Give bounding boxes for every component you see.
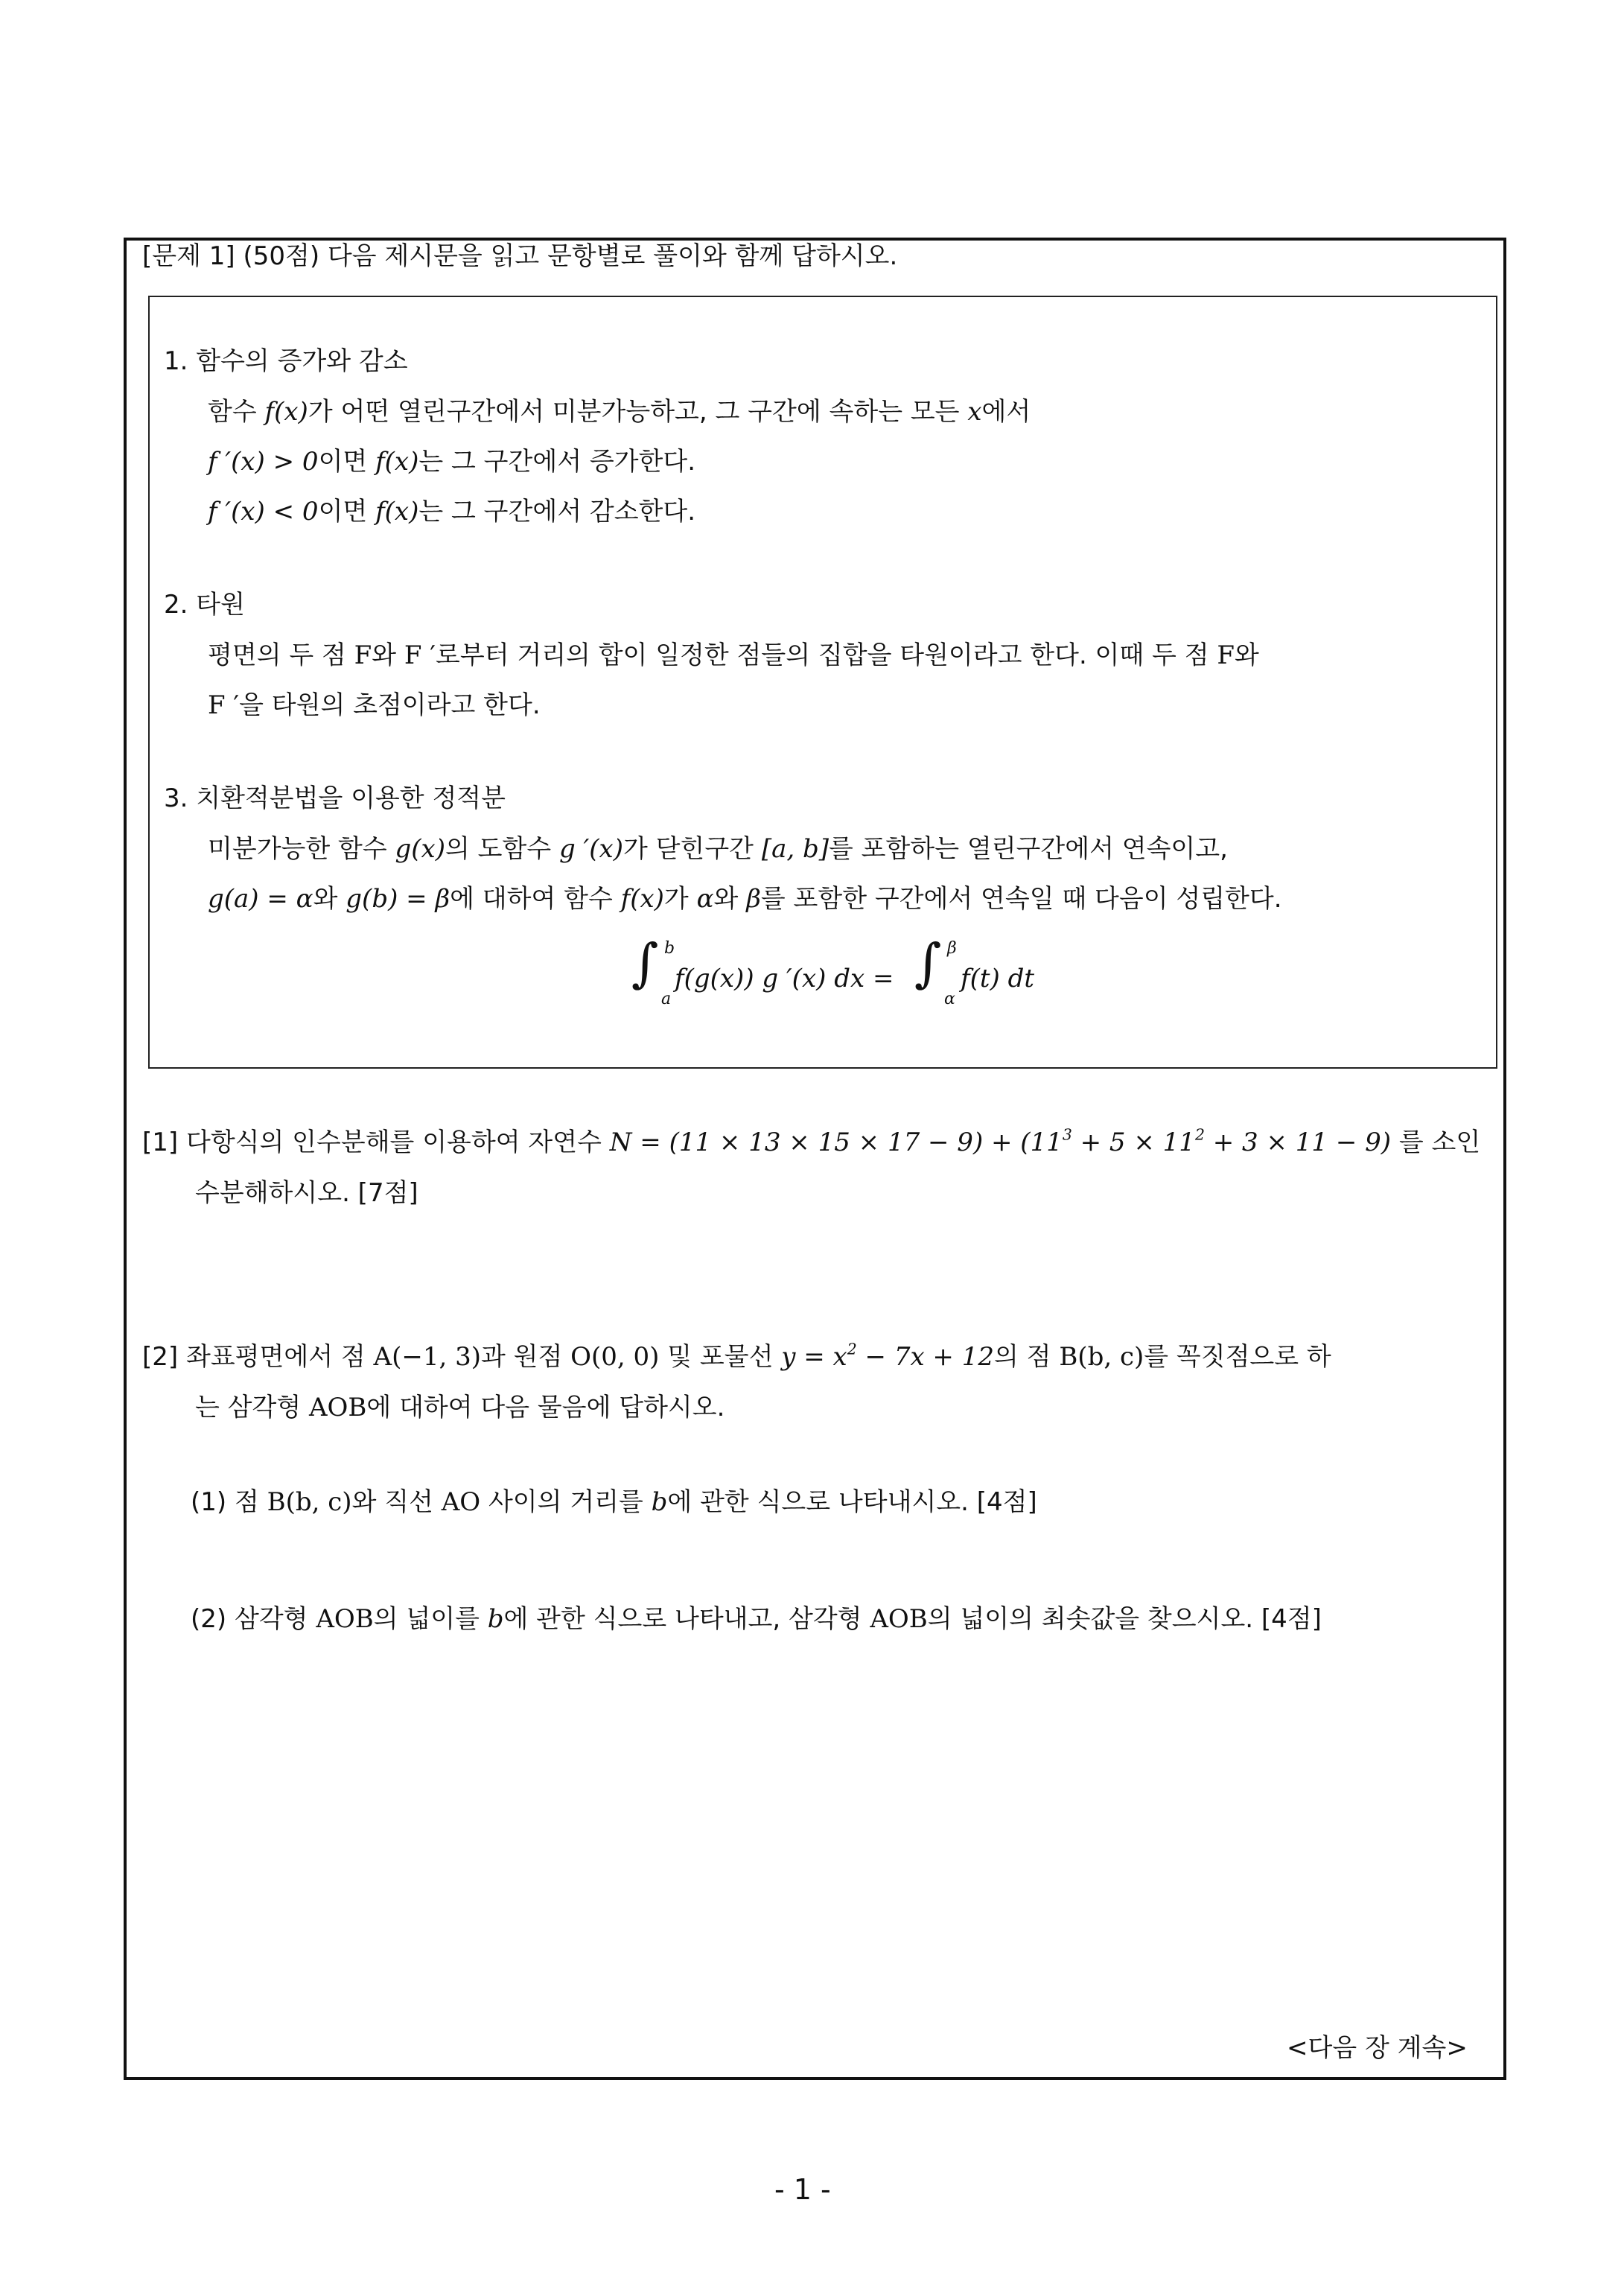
question-2-label: [2] [142,1342,179,1372]
passage-section-1-line-3: f ′(x) < 0이면 f(x)는 그 구간에서 감소한다. [208,497,696,527]
problem-header: [문제 1] (50점) 다음 제시문을 읽고 문항별로 풀이와 함께 답하시오. [142,241,898,271]
integral-sign-2: ∫ [914,932,942,993]
passage-section-3-line-2: g(a) = α와 g(b) = β에 대하여 함수 f(x)가 α와 β를 포함한 구간에서 연속일 때 다음이 성립한다. [208,884,1282,914]
continue-note: <다음 장 계속> [1287,2033,1468,2063]
question-2-sub-1: (1) 점 B(b, c)와 직선 AO 사이의 거리를 b에 관한 식으로 나타내시오. [4점] [191,1487,1037,1517]
question-2-sub-2: (2) 삼각형 AOB의 넓이를 b에 관한 식으로 나타내고, 삼각형 AOB의 넓이의 최솟값을 찾으시오. [4점] [191,1604,1322,1634]
upper-limit-1: b [664,939,675,958]
passage-section-1-title: 1. 함수의 증가와 감소 [164,346,408,376]
passage-section-1-line-2: f ′(x) > 0이면 f(x)는 그 구간에서 증가한다. [208,447,696,477]
question-1-line-1: [1] 다항식의 인수분해를 이용하여 자연수 $N = (11 \times 13 \times 15 \times 17 - 9) + (11^3 + 5 \times 11^2 + 3 \times 11 - 9)$ 를 소인 [142,1125,1481,1157]
page-number: - 1 - [774,2173,831,2206]
passage-section-3-line-1: 미분가능한 함수 g(x)의 도함수 g ′(x)가 닫힌구간 [a, b]를 포함하는 열린구간에서 연속이고, [208,834,1228,864]
passage-section-2-line-1: 평면의 두 점 F와 F ′로부터 거리의 합이 일정한 점들의 집합을 타원이라고 한다. 이때 두 점 F와 [208,640,1259,670]
integrand-1: f(g(x)) g ′(x) dx = [675,964,894,993]
integrand-2: f(t) dt [961,964,1035,993]
lower-limit-2: α [944,990,955,1008]
passage-section-3-title: 3. 치환적분법을 이용한 정적분 [164,783,506,813]
upper-limit-2: β [947,939,957,958]
integral-sign-1: ∫ [631,932,659,993]
question-1-label: [1] [142,1128,179,1157]
passage-section-1-line-1: 함수 f(x)가 어떤 열린구간에서 미분가능하고, 그 구간에 속하는 모든 x에서 [208,397,1031,427]
passage-section-2-title: 2. 타원 [164,590,245,620]
question-2-line-1: [2] 좌표평면에서 점 A(−1, 3)과 원점 O(0, 0) 및 포물선 $y = x^2 - 7x + 12$의 점 B(b, c)를 꼭짓점으로 하 [142,1340,1331,1372]
lower-limit-1: a [661,990,672,1008]
passage-section-2-line-2: F ′을 타원의 초점이라고 한다. [208,690,541,720]
question-2-line-2: 는 삼각형 AOB에 대하여 다음 물음에 답하시오. [195,1393,725,1422]
question-1-line-2: 수분해하시오. [7점] [195,1178,418,1208]
